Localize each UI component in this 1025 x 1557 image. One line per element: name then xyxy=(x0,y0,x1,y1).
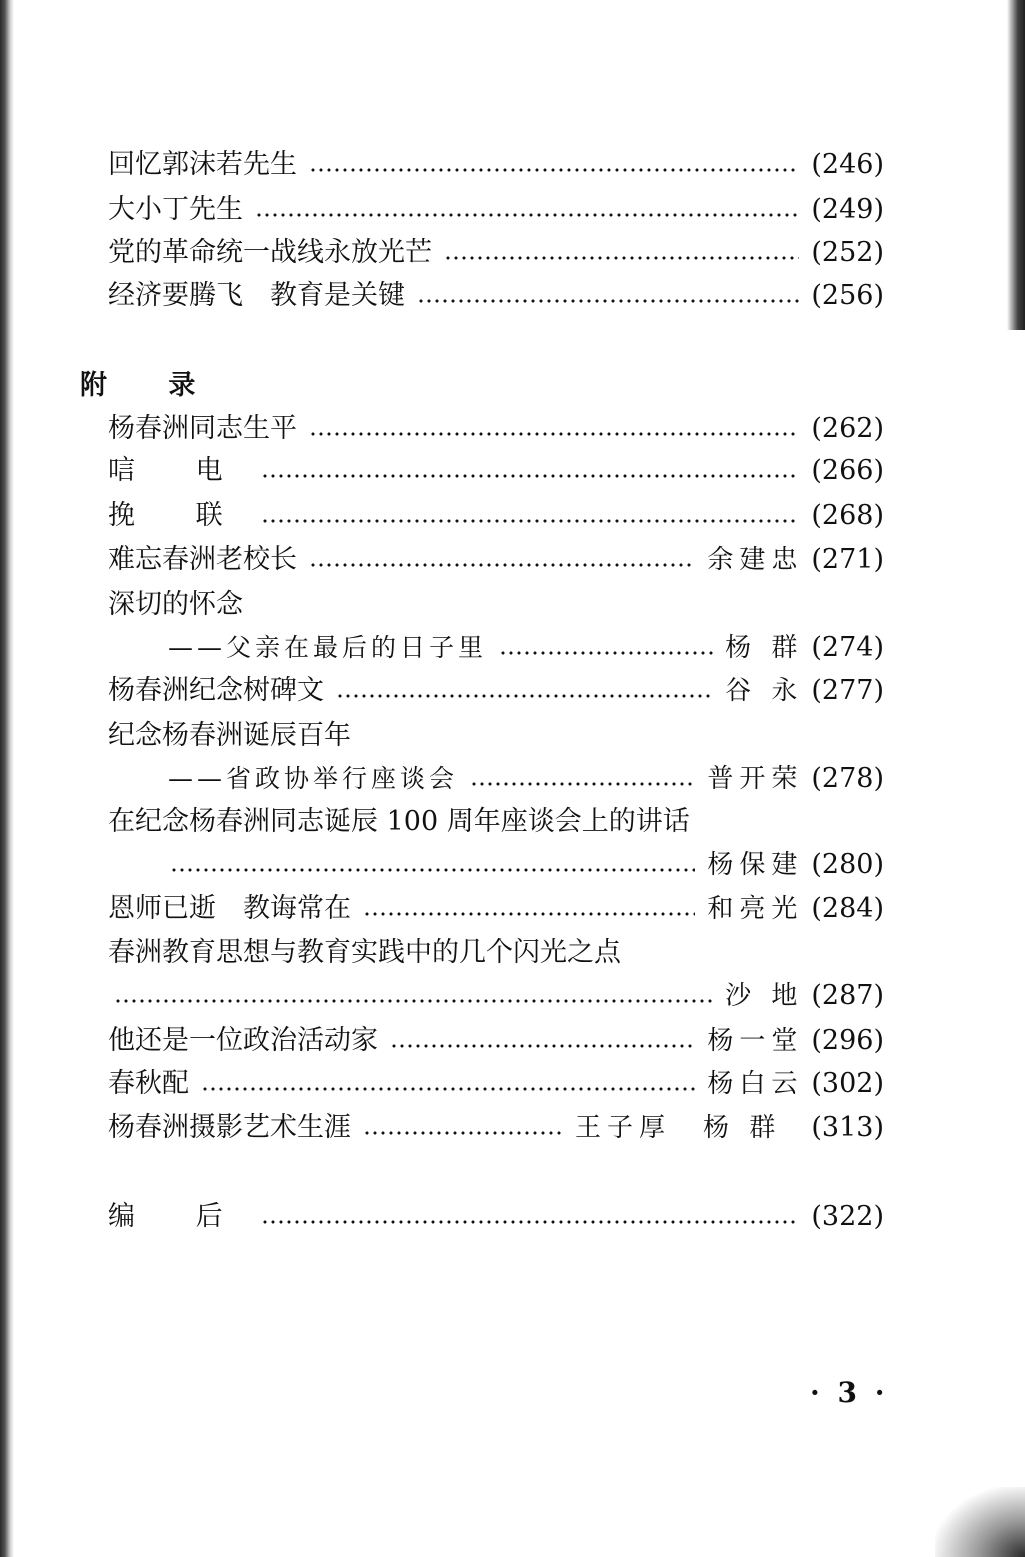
entry-title: 纪念杨春洲诞辰百年 xyxy=(108,720,351,751)
page-number: (274) xyxy=(811,632,884,663)
leader-dots xyxy=(261,473,800,479)
toc-entry-title-line[interactable] xyxy=(108,585,243,625)
toc-entry-subtitle-line[interactable] xyxy=(168,628,884,668)
entry-author: 谷 永 xyxy=(725,676,804,706)
page-number: (271) xyxy=(811,544,884,575)
toc-entry[interactable] xyxy=(108,1021,884,1061)
leader-dots xyxy=(201,1086,695,1092)
scan-corner-shadow xyxy=(935,1487,1025,1557)
leader-dots xyxy=(417,298,799,304)
entry-author: 和亮光 xyxy=(707,894,804,924)
leader-dots xyxy=(261,518,800,524)
leader-dots xyxy=(336,693,713,699)
leader-dots xyxy=(390,1043,695,1049)
toc-entry-title-line[interactable] xyxy=(108,802,690,842)
toc-entry-continuation[interactable] xyxy=(108,976,884,1016)
leader-dots xyxy=(114,998,713,1004)
toc-entry[interactable] xyxy=(108,276,884,316)
page-number: (302) xyxy=(811,1068,884,1099)
entry-title: 回忆郭沫若先生 xyxy=(108,149,297,180)
toc-entry[interactable] xyxy=(108,190,884,230)
entry-subtitle: ——父亲在最后的日子里 xyxy=(168,633,488,662)
entry-title: 党的革命统一战线永放光芒 xyxy=(108,237,432,268)
toc-entry[interactable] xyxy=(108,451,884,491)
leader-dots xyxy=(309,167,799,173)
entry-author: 普开荣 xyxy=(707,764,804,794)
page-number: (252) xyxy=(811,237,884,268)
entry-title: 在纪念杨春洲同志诞辰 100 周年座谈会上的讲话 xyxy=(108,806,690,837)
entry-author: 沙 地 xyxy=(725,981,804,1011)
entry-author: 王子厚 杨 群 xyxy=(575,1113,782,1143)
entry-author: 杨白云 xyxy=(707,1069,804,1099)
toc-entry[interactable] xyxy=(108,409,884,449)
toc-entry[interactable] xyxy=(108,233,884,273)
toc-entry-title-line[interactable] xyxy=(108,933,621,973)
entry-title: 深切的怀念 xyxy=(108,589,243,620)
entry-title: 挽 联 xyxy=(108,500,249,531)
page-number: (280) xyxy=(811,849,884,880)
toc-entry[interactable] xyxy=(108,889,884,929)
entry-title: 杨春洲纪念树碑文 xyxy=(108,675,324,706)
leader-dots xyxy=(261,1219,800,1225)
page-folio: · 3 · xyxy=(810,1376,889,1409)
entry-title: 大小丁先生 xyxy=(108,194,243,225)
section-heading: 附 录 xyxy=(80,370,222,401)
page-number: (284) xyxy=(811,893,884,924)
leader-dots xyxy=(170,867,695,873)
entry-title: 杨春洲同志生平 xyxy=(108,413,297,444)
toc-entry[interactable] xyxy=(108,671,884,711)
page-number: (266) xyxy=(811,455,884,486)
leader-dots xyxy=(470,781,695,787)
entry-title: 难忘春洲老校长 xyxy=(108,544,297,575)
leader-dots xyxy=(499,650,713,656)
toc-entry-subtitle-line[interactable] xyxy=(168,759,884,799)
page-number: (278) xyxy=(811,763,884,794)
leader-dots xyxy=(255,212,799,218)
leader-dots xyxy=(363,911,695,917)
entry-title: 编 后 xyxy=(108,1201,249,1232)
scan-edge-left xyxy=(0,0,14,1557)
toc-entry[interactable] xyxy=(108,145,884,185)
leader-dots xyxy=(363,1130,563,1136)
toc-entry[interactable] xyxy=(108,540,884,580)
entry-title: 杨春洲摄影艺术生涯 xyxy=(108,1112,351,1143)
entry-author: 杨保建 xyxy=(707,850,804,880)
leader-dots xyxy=(444,255,799,261)
page-number: (287) xyxy=(811,980,884,1011)
page-number: (246) xyxy=(811,149,884,180)
entry-title: 春洲教育思想与教育实践中的几个闪光之点 xyxy=(108,937,621,968)
page-number: (313) xyxy=(811,1112,884,1143)
page-number: (268) xyxy=(811,500,884,531)
entry-author: 余建忠 xyxy=(707,545,804,575)
entry-title: 唁 电 xyxy=(108,455,249,486)
leader-dots xyxy=(309,562,695,568)
page-number: (296) xyxy=(811,1025,884,1056)
page-number: (277) xyxy=(811,675,884,706)
scan-edge-right xyxy=(1007,0,1025,330)
entry-subtitle: ——省政协举行座谈会 xyxy=(168,764,459,793)
entry-title: 他还是一位政治活动家 xyxy=(108,1025,378,1056)
toc-entry[interactable] xyxy=(108,1108,884,1148)
leader-dots xyxy=(309,431,799,437)
toc-entry[interactable] xyxy=(108,496,884,536)
page-number: (256) xyxy=(811,280,884,311)
page-number: (322) xyxy=(811,1201,884,1232)
entry-author: 杨 群 xyxy=(725,633,804,663)
page-number: (262) xyxy=(811,413,884,444)
entry-title: 经济要腾飞 教育是关键 xyxy=(108,280,405,311)
toc-entry-continuation[interactable] xyxy=(108,845,884,885)
entry-title: 恩师已逝 教诲常在 xyxy=(108,893,351,924)
toc-entry-epilogue[interactable] xyxy=(108,1197,884,1237)
toc-entry[interactable] xyxy=(108,1064,884,1104)
entry-title: 春秋配 xyxy=(108,1068,189,1099)
toc-entry-title-line[interactable] xyxy=(108,716,351,756)
entry-author: 杨一堂 xyxy=(707,1026,804,1056)
page-number: (249) xyxy=(811,194,884,225)
